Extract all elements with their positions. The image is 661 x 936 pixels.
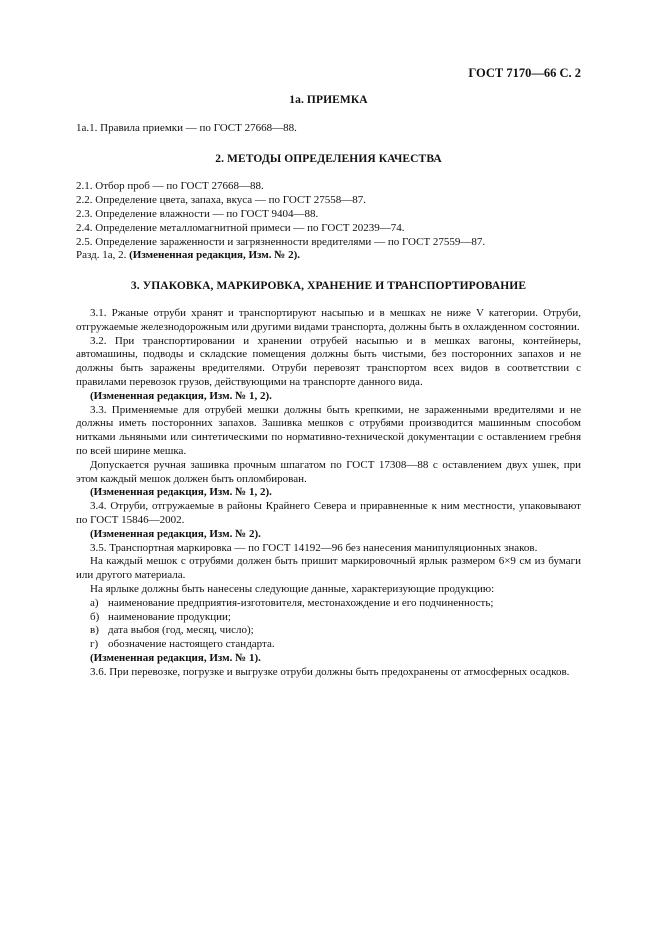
section-3-title: 3. УПАКОВКА, МАРКИРОВКА, ХРАНЕНИЕ И ТРАНСПОРТИРОВАНИЕ [130,280,527,293]
clause-3-3-manual: Допускается ручная зашивка прочным шпагатом по ГОСТ 17308—88 с оставлением двух ушек, при этом каждый мешок должен быть опломбирован. [76,458,581,485]
list-item [76,624,581,638]
list-text: дата выбоя (год, месяц, число); [108,624,254,637]
razd-amendment [76,249,581,263]
list-letter: б) [90,610,100,623]
clause-2-5: 2.5. Определение зараженности и загрязненности вредителями — по ГОСТ 27559—87. [76,235,486,248]
list-letter: а) [90,596,99,609]
amendment-note: (Измененная редакция, Изм. № 1, 2). [90,389,272,402]
clause-3-5-data: На ярлыке должны быть нанесены следующие данные, характеризующие продукцию: [90,582,495,595]
clause-2-4: 2.4. Определение металломагнитной примеси — по ГОСТ 20239—74. [76,221,405,234]
clause-2-2: 2.2. Определение цвета, запаха, вкуса — по ГОСТ 27558—87. [76,194,367,207]
razd-prefix: Разд. 1а, 2. [76,249,130,262]
clause-3-5: 3.5. Транспортная маркировка — по ГОСТ 14192—96 без нанесения манипуляционных знаков. [90,541,538,554]
section-1a-title: 1а. ПРИЕМКА [289,94,368,106]
list-text: обозначение настоящего стандарта. [108,638,275,651]
amendment-note: (Измененная редакция, Изм. № 2). [90,527,261,540]
clause-2-3: 2.3. Определение влажности — по ГОСТ 9404—88. [76,207,319,220]
amendment-note: (Измененная редакция, Изм. № 1). [90,651,261,664]
list-item [76,611,581,625]
clause-3-2: 3.2. При транспортировании и хранении отрубей насыпью и в мешках вагоны, контейнеры, автомашины, подводы и складские помещения должны быть чистыми, без посторонних запахов и не должны быть заражены вредителями. Отруби перевозят транспортом всех видов в соответствии с правилами перевозок грузов, действующими на транспорте данного вида. [76,334,581,388]
section-2-title: 2. МЕТОДЫ ОПРЕДЕЛЕНИЯ КАЧЕСТВА [215,152,442,165]
list-text: наименование предприятия-изготовителя, местонахождение и его подчиненность; [108,596,494,609]
clause-1a-1: 1а.1. Правила приемки — по ГОСТ 27668—88. [76,121,297,134]
clause-3-3: 3.3. Применяемые для отрубей мешки должны быть крепкими, не зараженными вредителями и не должны иметь посторонних запахов. Зашивка мешков с отрубями производится машинным способом нитками льняными или синтетическими по нормативно-технической документации с оставлением гребня по всей ширине мешка. [76,403,581,457]
amendment-note: (Измененная редакция, Изм. № 1, 2). [90,486,272,499]
page-header: ГОСТ 7170—66 С. 2 [468,66,581,80]
list-item [76,638,581,652]
document-body [76,94,581,679]
clause-3-5-label: На каждый мешок с отрубями должен быть пришит маркировочный ярлык размером 6×9 см из бумаги или другого материала. [76,555,581,582]
amendment-note: (Измененная редакция, Изм. № 2). [129,249,301,262]
clause-3-4: 3.4. Отруби, отгружаемые в районы Крайнего Севера и приравненные к ним местности, упаковывают по ГОСТ 15846—2002. [76,500,581,526]
list-letter: в) [90,624,99,637]
list-item [76,597,581,611]
list-text: наименование продукции; [108,610,231,623]
clause-2-1: 2.1. Отбор проб — по ГОСТ 27668—88. [76,180,264,193]
clause-3-1: 3.1. Ржаные отруби хранят и транспортируют насыпью и в мешках не ниже V категории. Отруби, отгружаемые железнодорожным или другими видами транспорта, должны быть в охлажденном состоянии. [76,306,581,333]
list-letter: г) [90,638,99,651]
clause-3-6: 3.6. При перевозке, погрузке и выгрузке отруби должны быть предохранены от атмосферных осадков. [90,665,570,678]
